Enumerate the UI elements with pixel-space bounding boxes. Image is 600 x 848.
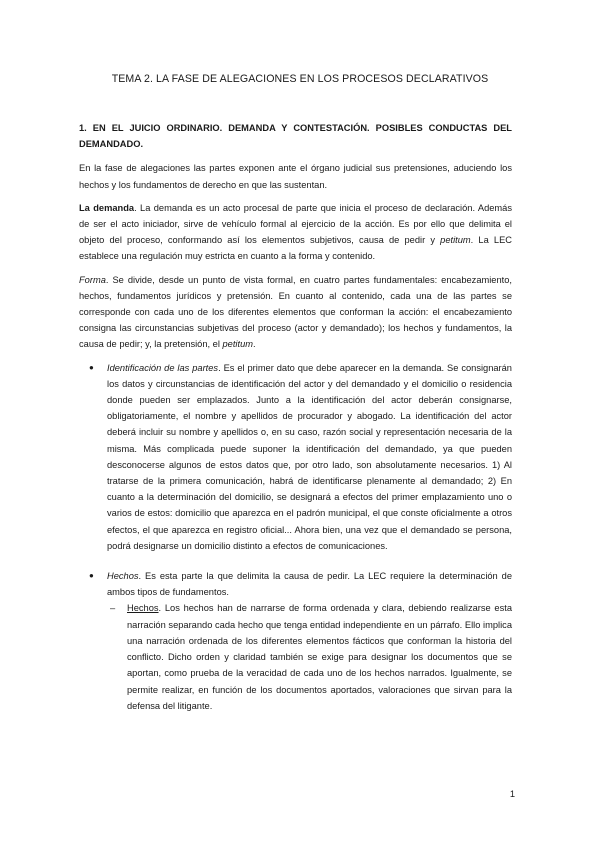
demanda-paragraph bbox=[79, 200, 512, 265]
intro-paragraph: En la fase de alegaciones las partes exponen ante el órgano judicial sus pretensiones, aduciendo los hechos y los fundamentos de derecho en que las sustentan. bbox=[79, 163, 512, 190]
sub-hechos-text: . Los hechos han de narrarse de forma ordenada y clara, debiendo realizarse esta narración separando cada hecho que tenga entidad independiente en un párrafo. Ello implica una narración ordenada de los diferentes elementos fácticos que conforman la historia del conflicto. Dicho orden y claridad también se exige para designar los documentos que se aportan, como prueba de la veracidad de cada uno de los hechos narrados. Igualmente, se permite realizar, en función de los documentos aportados, valoraciones que sirvan para la defensa del litigante. bbox=[127, 603, 512, 711]
document-body bbox=[79, 120, 512, 721]
sub-item-hechos bbox=[110, 600, 512, 713]
forma-term: Forma bbox=[79, 274, 106, 285]
demanda-text-1: . La demanda es un acto procesal de parte que inicia el proceso de declaración. Además de ser el acto iniciador, sirve de vehículo formal al ejercicio de la acción. Es por ello que delimita el objeto del proceso, conformando así los elementos subjetivos, causa de pedir y bbox=[79, 202, 512, 246]
forma-paragraph bbox=[79, 272, 512, 353]
demanda-term: La demanda bbox=[79, 202, 135, 213]
forma-petitum: petitum bbox=[222, 339, 253, 350]
demanda-petitum: petitum bbox=[440, 235, 471, 246]
section-heading: 1. EN EL JUICIO ORDINARIO. DEMANDA Y CONTESTACIÓN. POSIBLES CONDUCTAS DEL DEMANDADO. bbox=[79, 123, 512, 150]
demanda-text-2: . La LEC establece una regulación muy estricta en cuanto a la forma y contenido. bbox=[79, 235, 512, 262]
sub-hechos-term: Hechos bbox=[127, 603, 159, 614]
page-number: 1 bbox=[509, 789, 515, 799]
list-item-hechos bbox=[79, 568, 512, 714]
identificacion-text: . Es el primer dato que debe aparecer en la demanda. Se consignarán los datos y circunstancias de identificación del actor y del demandado y el domicilio o residencia donde pueden ser emplazados. Junto a la identificación del actor deberán consignarse, obligatoriamente, el nombre y apellidos de procurador y abogado. La identificación del actor deberá incluir su nombre y apellidos o, en su caso, razón social y representación necesaria de la misma. Más complicada puede suponer la identificación del demandado, ya que pueden desconocerse algunos de estos datos que, por otro lado, son absolutamente necesarios. 1) Al tratarse de la primera comunicación, habrá de identificarse plenamente al demandado; 2) En cuanto a la determinación del domicilio, se designará a efectos del primer emplazamiento uno o varios de estos: domicilio que aparezca en el padrón municipal, el que conste oficialmente a otros efectos, el que aparezca en registro oficial... Ahora bien, una vez que el demandado se persona, podrá designarse un domicilio distinto a efectos de comunicaciones. bbox=[107, 362, 512, 551]
identificacion-term: Identificación de las partes bbox=[107, 362, 219, 373]
sub-list bbox=[107, 600, 512, 713]
document-title: TEMA 2. LA FASE DE ALEGACIONES EN LOS PROCESOS DECLARATIVOS bbox=[111, 73, 489, 85]
bullet-icon: ● bbox=[89, 362, 94, 372]
list-item-identificacion bbox=[79, 360, 512, 554]
hechos-term: Hechos bbox=[107, 571, 139, 582]
hechos-text: . Es esta parte la que delimita la causa de pedir. La LEC requiere la determinación de ambos tipos de fundamentos. bbox=[107, 571, 512, 598]
bullet-list bbox=[79, 360, 512, 714]
forma-text-1: . Se divide, desde un punto de vista formal, en cuatro partes fundamentales: encabezamiento, hechos, fundamentos jurídicos y pretensión. En cuanto al contenido, cada una de las partes se corresponde con cada uno de los diferentes elementos que conforman la acción: el encabezamiento consigna las circunstancias subjetivas del proceso (actor y demandado); los hechos y fundamentos, la causa de pedir; y, la pretensión, el bbox=[79, 274, 512, 350]
dash-icon: – bbox=[110, 603, 116, 614]
forma-text-2: . bbox=[253, 339, 256, 350]
bullet-icon: ● bbox=[89, 571, 94, 581]
